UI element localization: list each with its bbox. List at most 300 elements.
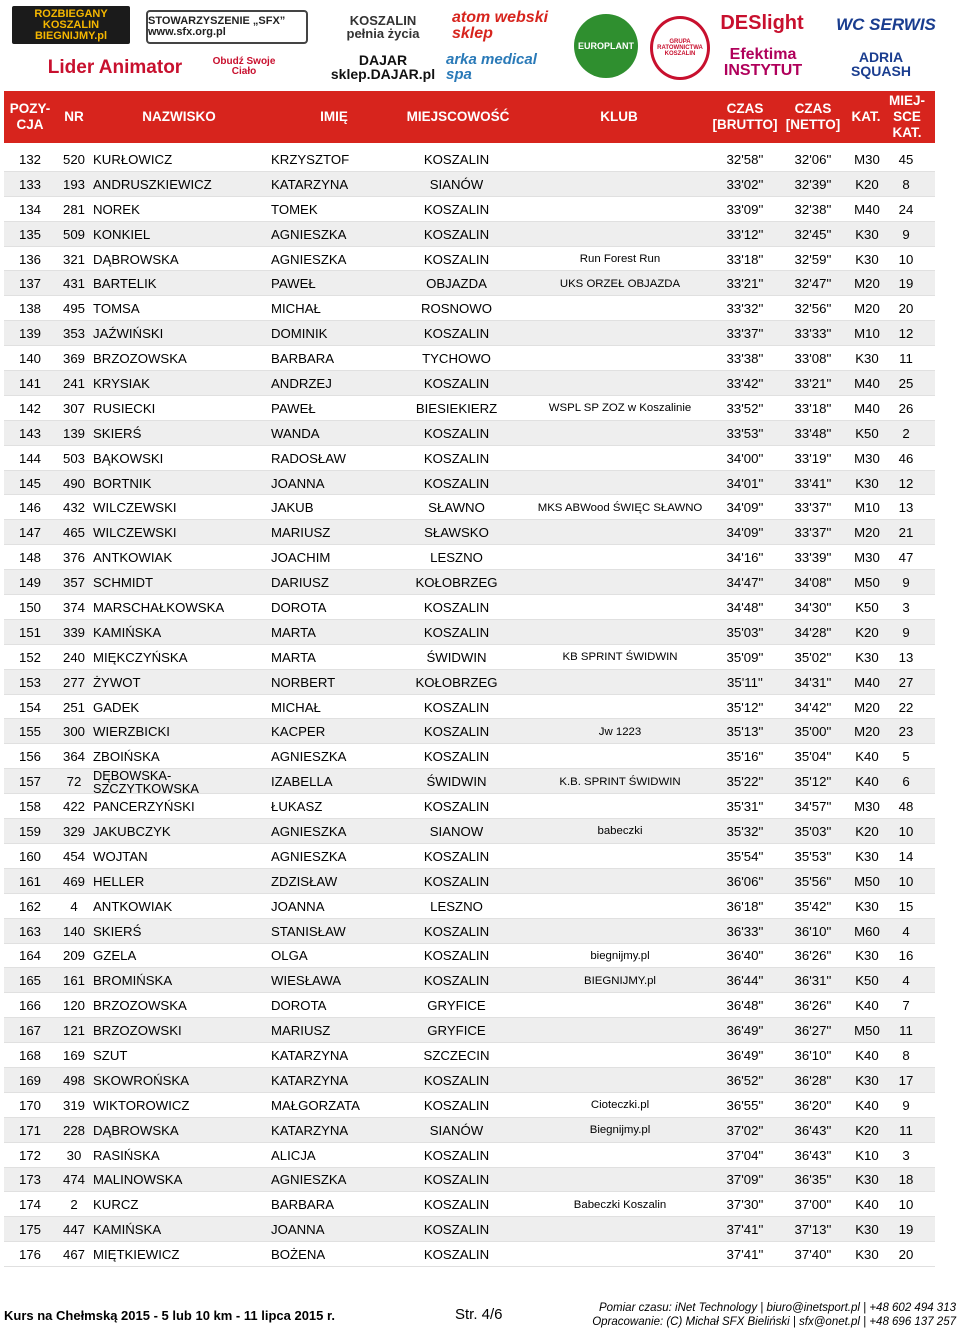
table-row: [4, 1168, 935, 1193]
cell-miejsce-kat: 16: [898, 948, 914, 964]
cell-imie: MARTA: [271, 624, 316, 640]
table-row: [4, 1118, 935, 1143]
cell-kategoria: K40: [855, 774, 879, 790]
cell-kategoria: M30: [854, 450, 880, 466]
cell-nr: 281: [62, 201, 85, 217]
cell-nazwisko: DĄBROWSKA: [93, 1122, 179, 1138]
cell-czas-brutto: 35'13'': [726, 724, 764, 740]
cell-miejscowosc: KOSZALIN: [423, 425, 490, 441]
cell-miejsce-kat: 11: [899, 1023, 913, 1039]
cell-nr: 469: [62, 873, 85, 889]
cell-imie: ZDZISŁAW: [271, 873, 338, 889]
cell-miejscowosc: KOSZALIN: [423, 624, 490, 640]
cell-czas-brutto: 36'49'': [726, 1023, 764, 1039]
cell-czas-brutto: 36'49'': [726, 1048, 764, 1063]
cell-klub: biegnijmy.pl: [590, 949, 650, 962]
cell-imie: WIESŁAWA: [271, 973, 342, 989]
cell-czas-netto: 35'53'': [794, 848, 832, 864]
cell-kategoria: K20: [855, 624, 879, 640]
cell-pozycja: 133: [18, 176, 41, 192]
cell-nr: 329: [62, 823, 85, 839]
cell-nr: 72: [66, 774, 82, 790]
cell-pozycja: 146: [18, 500, 41, 516]
cell-nazwisko: NOREK: [93, 201, 140, 217]
cell-pozycja: 135: [18, 226, 41, 242]
cell-czas-netto: 32'38'': [794, 201, 832, 217]
cell-pozycja: 141: [18, 375, 41, 391]
footer-timing-credit: Pomiar czasu: iNet Technology | biuro@inetsport.pl | +48 602 494 313: [598, 1302, 956, 1314]
cell-imie: JOANNA: [271, 898, 325, 914]
cell-klub: Biegnijmy.pl: [589, 1124, 651, 1137]
header-kategoria: KAT.: [851, 109, 881, 124]
sponsor-logo-deslight: DESlight: [720, 12, 804, 34]
table-header: [4, 91, 935, 143]
sponsor-logo-atom: atom webski sklep: [452, 10, 549, 42]
cell-czas-netto: 32'56'': [794, 301, 832, 317]
cell-czas-brutto: 34'16'': [726, 550, 764, 566]
table-row: [4, 769, 935, 794]
cell-nazwisko: SZUT: [93, 1048, 128, 1063]
cell-czas-netto: 37'40'': [794, 1247, 832, 1263]
cell-czas-netto: 34'57'': [794, 799, 832, 815]
cell-kategoria: K30: [855, 1222, 879, 1238]
cell-imie: PAWEŁ: [271, 400, 316, 416]
table-row: [4, 1093, 935, 1118]
table-row: [4, 147, 935, 172]
cell-klub: [532, 421, 708, 446]
cell-czas-netto: 34'28'': [794, 624, 832, 640]
cell-nazwisko: DĘBOWSKA-SZCZYTKOWSKA: [93, 767, 199, 796]
table-row: [4, 869, 935, 894]
cell-klub: [532, 520, 708, 545]
cell-miejscowosc: KOSZALIN: [423, 599, 490, 615]
footer-page-number: Str. 4/6: [455, 1306, 503, 1323]
table-row: [4, 844, 935, 869]
table-row: [4, 271, 935, 296]
cell-czas-netto: 36'43'': [794, 1122, 832, 1138]
cell-czas-brutto: 33'09'': [726, 201, 764, 217]
cell-imie: WANDA: [271, 425, 320, 441]
footer-author-credit: Opracowanie: (C) Michał SFX Bieliński | sfx@onet.pl | +48 696 137 257: [592, 1316, 956, 1328]
cell-klub: MKS ABWood ŚWIĘC SŁAWNO: [537, 501, 703, 514]
cell-pozycja: 143: [18, 425, 41, 441]
cell-pozycja: 158: [18, 799, 41, 815]
cell-imie: AGNIESZKA: [271, 1172, 347, 1188]
cell-imie: AGNIESZKA: [271, 251, 347, 267]
cell-miejscowosc: KOSZALIN: [423, 375, 490, 391]
table-row: [4, 495, 935, 520]
table-row: [4, 645, 935, 670]
cell-nazwisko: MALINOWSKA: [93, 1172, 183, 1188]
cell-miejscowosc: TYCHOWO: [422, 351, 491, 367]
sponsor-logo-europlant: EUROPLANT: [574, 14, 638, 78]
cell-czas-netto: 36'27'': [794, 1023, 832, 1039]
table-row: [4, 446, 935, 471]
cell-czas-brutto: 33'37'': [726, 326, 764, 342]
cell-nazwisko: BRZOZOWSKA: [93, 351, 187, 367]
cell-imie: KATARZYNA: [271, 176, 349, 192]
cell-nazwisko: ANTKOWIAK: [93, 550, 173, 566]
cell-nazwisko: WILCZEWSKI: [93, 525, 177, 541]
cell-nazwisko: KURCZ: [93, 1197, 139, 1213]
cell-nr: 193: [62, 176, 85, 192]
cell-czas-brutto: 35'16'': [726, 749, 764, 765]
cell-kategoria: K30: [855, 1072, 879, 1088]
cell-miejscowosc: SIANÓW: [429, 1122, 484, 1138]
cell-nr: 474: [62, 1172, 85, 1188]
cell-nazwisko: ŻYWOT: [93, 674, 141, 690]
cell-nazwisko: GADEK: [93, 699, 140, 715]
cell-miejsce-kat: 13: [898, 500, 914, 516]
cell-nr: 120: [62, 998, 85, 1014]
cell-pozycja: 153: [18, 674, 41, 690]
table-row: [4, 321, 935, 346]
cell-czas-brutto: 33'12'': [726, 226, 764, 242]
cell-kategoria: K30: [855, 226, 879, 242]
cell-nr: 369: [62, 351, 85, 367]
table-row: [4, 719, 935, 744]
cell-nazwisko: DĄBROWSKA: [93, 251, 179, 267]
cell-klub: [532, 172, 708, 197]
sponsor-logo-ratownictwo: GRUPA RATOWNICTWA KOSZALIN: [650, 16, 710, 80]
cell-czas-brutto: 33'42'': [726, 375, 764, 391]
cell-klub: Cioteczki.pl: [590, 1099, 650, 1112]
header-czas-brutto: CZAS [BRUTTO]: [712, 101, 778, 132]
table-row: [4, 744, 935, 769]
cell-miejsce-kat: 47: [898, 550, 914, 566]
cell-kategoria: M60: [854, 923, 880, 939]
cell-miejsce-kat: 3: [902, 599, 910, 615]
cell-kategoria: M10: [854, 500, 880, 516]
cell-czas-netto: 33'33'': [794, 326, 832, 342]
cell-pozycja: 165: [18, 973, 41, 989]
table-row: [4, 247, 935, 272]
cell-nr: 277: [62, 674, 85, 690]
cell-nazwisko: ANDRUSZKIEWICZ: [93, 176, 212, 192]
cell-nr: 422: [62, 799, 85, 815]
cell-kategoria: K30: [855, 1247, 879, 1263]
cell-pozycja: 163: [18, 923, 41, 939]
cell-miejsce-kat: 9: [902, 575, 910, 591]
cell-klub: [532, 1018, 708, 1043]
cell-nr: 339: [62, 624, 85, 640]
cell-pozycja: 174: [18, 1197, 41, 1213]
cell-nr: 4: [70, 898, 78, 914]
cell-nazwisko: BORTNIK: [93, 475, 152, 491]
cell-klub: [532, 346, 708, 371]
cell-pozycja: 175: [18, 1222, 41, 1238]
cell-pozycja: 134: [18, 201, 41, 217]
cell-nr: 140: [62, 923, 85, 939]
cell-pozycja: 139: [18, 326, 41, 342]
cell-nazwisko: SKOWROŃSKA: [93, 1072, 189, 1088]
cell-miejscowosc: KOSZALIN: [423, 799, 490, 815]
table-row: [4, 1143, 935, 1168]
cell-nr: 376: [62, 550, 85, 566]
header-miejscowosc: MIEJSCOWOŚĆ: [406, 109, 510, 124]
cell-pozycja: 169: [18, 1072, 41, 1088]
cell-miejscowosc: KOSZALIN: [423, 1197, 490, 1213]
cell-miejscowosc: SŁAWNO: [428, 500, 485, 516]
table-row: [4, 819, 935, 844]
cell-kategoria: K20: [855, 176, 879, 192]
cell-pozycja: 137: [18, 276, 41, 292]
cell-kategoria: M30: [854, 550, 880, 566]
cell-miejsce-kat: 18: [898, 1172, 914, 1188]
cell-klub: [532, 570, 708, 595]
cell-czas-brutto: 36'52'': [726, 1072, 764, 1088]
cell-nr: 240: [62, 649, 85, 665]
cell-miejscowosc: SZCZECIN: [423, 1048, 490, 1063]
cell-czas-brutto: 37'41'': [726, 1222, 764, 1238]
table-row: [4, 371, 935, 396]
table-row: [4, 944, 935, 969]
cell-pozycja: 152: [18, 649, 41, 665]
cell-czas-netto: 37'00'': [794, 1197, 832, 1213]
cell-miejsce-kat: 4: [902, 973, 910, 989]
cell-imie: DOMINIK: [271, 326, 328, 342]
cell-miejscowosc: ROSNOWO: [420, 301, 493, 317]
cell-nr: 2: [70, 1197, 78, 1213]
cell-miejsce-kat: 5: [902, 749, 910, 765]
cell-kategoria: K40: [855, 749, 879, 765]
cell-miejsce-kat: 19: [898, 1222, 914, 1238]
header-nr: NR: [64, 109, 84, 124]
cell-klub: [532, 869, 708, 894]
cell-klub: [532, 1068, 708, 1093]
cell-czas-brutto: 36'33'': [726, 923, 764, 939]
cell-nr: 319: [62, 1097, 85, 1113]
cell-nazwisko: SKIERŚ: [93, 425, 142, 441]
cell-czas-brutto: 37'09'': [726, 1172, 764, 1188]
cell-nr: 139: [62, 425, 85, 441]
cell-czas-netto: 33'41'': [794, 475, 832, 491]
cell-czas-netto: 33'37'': [794, 525, 832, 541]
table-row: [4, 968, 935, 993]
cell-czas-netto: 35'42'': [794, 898, 832, 914]
cell-kategoria: M40: [854, 674, 880, 690]
cell-kategoria: M50: [854, 575, 880, 591]
cell-nazwisko: ZBOIŃSKA: [93, 749, 160, 765]
cell-klub: [532, 296, 708, 321]
cell-klub: [532, 545, 708, 570]
table-row: [4, 1217, 935, 1242]
cell-miejscowosc: KOSZALIN: [423, 749, 490, 765]
cell-pozycja: 167: [18, 1023, 41, 1039]
cell-nazwisko: KONKIEL: [93, 226, 151, 242]
cell-pozycja: 161: [18, 873, 41, 889]
cell-nazwisko: BARTELIK: [93, 276, 157, 292]
cell-miejsce-kat: 9: [902, 624, 910, 640]
cell-miejsce-kat: 3: [902, 1147, 910, 1163]
cell-imie: MARIUSZ: [271, 1023, 331, 1039]
sponsor-logo-koszalin: KOSZALIN pełnia życia: [346, 13, 420, 41]
cell-klub: [532, 670, 708, 695]
cell-imie: BOŻENA: [271, 1247, 326, 1263]
cell-kategoria: M40: [854, 375, 880, 391]
cell-pozycja: 144: [18, 450, 41, 466]
cell-miejsce-kat: 21: [898, 525, 914, 541]
cell-imie: KATARZYNA: [271, 1122, 349, 1138]
cell-czas-netto: 34'08'': [794, 575, 832, 591]
cell-pozycja: 149: [18, 575, 41, 591]
cell-nr: 241: [62, 375, 85, 391]
cell-miejsce-kat: 12: [898, 475, 914, 491]
cell-klub: [532, 1217, 708, 1242]
cell-czas-netto: 36'43'': [794, 1147, 832, 1163]
cell-miejsce-kat: 11: [899, 351, 913, 367]
cell-miejscowosc: KOSZALIN: [423, 1097, 490, 1113]
table-row: [4, 421, 935, 446]
cell-pozycja: 159: [18, 823, 41, 839]
cell-czas-netto: 35'12'': [794, 774, 832, 790]
cell-czas-brutto: 33'21'': [726, 276, 764, 292]
cell-imie: JOANNA: [271, 1222, 325, 1238]
cell-czas-brutto: 33'52'': [726, 400, 764, 416]
cell-kategoria: K10: [855, 1147, 879, 1163]
cell-czas-netto: 34'42'': [794, 699, 832, 715]
cell-miejsce-kat: 6: [902, 774, 910, 790]
cell-imie: AGNIESZKA: [271, 226, 347, 242]
cell-klub: BIEGNIJMY.pl: [584, 974, 656, 987]
cell-nr: 300: [62, 724, 85, 740]
cell-czas-brutto: 37'04'': [726, 1147, 764, 1163]
cell-imie: AGNIESZKA: [271, 749, 347, 765]
cell-czas-brutto: 36'55'': [726, 1097, 764, 1113]
cell-czas-brutto: 34'48'': [726, 599, 764, 615]
cell-kategoria: K30: [855, 351, 879, 367]
cell-kategoria: M20: [854, 301, 880, 317]
cell-klub: [532, 1168, 708, 1193]
cell-pozycja: 155: [18, 724, 41, 740]
cell-miejsce-kat: 10: [898, 251, 914, 267]
cell-czas-netto: 35'03'': [794, 823, 832, 839]
cell-czas-brutto: 33'32'': [726, 301, 764, 317]
cell-czas-netto: 33'18'': [794, 400, 832, 416]
cell-klub: UKS ORZEŁ OBJAZDA: [559, 277, 681, 290]
cell-czas-netto: 33'08'': [794, 351, 832, 367]
cell-kategoria: K30: [855, 1172, 879, 1188]
cell-nazwisko: PANCERZYŃSKI: [93, 799, 195, 815]
cell-miejscowosc: ŚWIDWIN: [426, 774, 487, 790]
cell-kategoria: M50: [854, 873, 880, 889]
sponsor-logo-efektima: Efektima INSTYTUT: [723, 46, 803, 79]
cell-pozycja: 171: [18, 1122, 41, 1138]
cell-imie: KATARZYNA: [271, 1072, 349, 1088]
footer-credits: [592, 1301, 956, 1329]
cell-miejsce-kat: 8: [902, 176, 910, 192]
cell-czas-netto: 33'19'': [794, 450, 832, 466]
cell-nr: 228: [62, 1122, 85, 1138]
footer-event-title: Kurs na Chełmską 2015 - 5 lub 10 km - 11 lipca 2015 r.: [4, 1308, 335, 1323]
cell-pozycja: 142: [18, 400, 41, 416]
cell-miejsce-kat: 11: [899, 1122, 913, 1138]
cell-nazwisko: KRYSIAK: [93, 375, 150, 391]
cell-miejscowosc: KOSZALIN: [423, 226, 490, 242]
cell-miejscowosc: ŚWIDWIN: [426, 649, 487, 665]
header-nazwisko: NAZWISKO: [142, 109, 216, 124]
cell-miejscowosc: KOSZALIN: [423, 475, 490, 491]
cell-czas-netto: 33'37'': [794, 500, 832, 516]
cell-klub: [532, 222, 708, 247]
cell-nazwisko: MARSCHAŁKOWSKA: [93, 599, 225, 615]
cell-czas-netto: 32'45'': [794, 226, 832, 242]
table-row: [4, 993, 935, 1018]
cell-czas-netto: 35'56'': [794, 873, 832, 889]
cell-imie: OLGA: [271, 948, 308, 964]
cell-miejscowosc: LESZNO: [430, 898, 483, 914]
cell-klub: [532, 595, 708, 620]
cell-kategoria: K30: [855, 251, 879, 267]
table-row: [4, 222, 935, 247]
cell-imie: DOROTA: [271, 998, 327, 1014]
table-row: [4, 595, 935, 620]
cell-kategoria: K50: [855, 425, 879, 441]
cell-czas-brutto: 33'18'': [726, 251, 764, 267]
cell-pozycja: 132: [18, 151, 41, 167]
table-row: [4, 794, 935, 819]
table-row: [4, 172, 935, 197]
cell-imie: AGNIESZKA: [271, 823, 347, 839]
table-row: [4, 1043, 935, 1068]
cell-pozycja: 168: [18, 1048, 41, 1063]
cell-klub: K.B. SPRINT ŚWIDWIN: [559, 775, 681, 788]
table-row: [4, 197, 935, 222]
cell-kategoria: K50: [855, 599, 879, 615]
cell-miejscowosc: KOSZALIN: [423, 1072, 490, 1088]
cell-kategoria: K30: [855, 848, 879, 864]
cell-nr: 495: [62, 301, 85, 317]
cell-miejsce-kat: 7: [902, 998, 910, 1014]
cell-miejsce-kat: 10: [898, 873, 914, 889]
cell-czas-netto: 33'21'': [794, 375, 832, 391]
cell-czas-netto: 32'47'': [794, 276, 832, 292]
cell-miejsce-kat: 25: [898, 375, 914, 391]
cell-czas-netto: 35'04'': [794, 749, 832, 765]
table-row: [4, 545, 935, 570]
cell-pozycja: 172: [18, 1147, 41, 1163]
table-row: [4, 520, 935, 545]
cell-miejsce-kat: 14: [898, 848, 914, 864]
cell-imie: MAŁGORZATA: [271, 1097, 360, 1113]
cell-czas-brutto: 34'01'': [726, 475, 764, 491]
cell-miejsce-kat: 45: [898, 151, 914, 167]
cell-kategoria: K50: [855, 973, 879, 989]
cell-kategoria: M40: [854, 201, 880, 217]
cell-nazwisko: JAKUBCZYK: [93, 823, 171, 839]
cell-czas-brutto: 35'09'': [726, 649, 764, 665]
cell-pozycja: 166: [18, 998, 41, 1014]
table-row: [4, 620, 935, 645]
cell-pozycja: 138: [18, 301, 41, 317]
cell-czas-brutto: 35'32'': [726, 823, 764, 839]
header-miejsce-kat: MIEJ- SCE KAT.: [888, 93, 925, 140]
cell-miejsce-kat: 2: [902, 425, 910, 441]
cell-nr: 251: [62, 699, 85, 715]
cell-czas-brutto: 34'00'': [726, 450, 764, 466]
cell-czas-brutto: 37'02'': [726, 1122, 764, 1138]
cell-nr: 353: [62, 326, 85, 342]
cell-miejsce-kat: 20: [898, 301, 914, 317]
cell-nazwisko: KURŁOWICZ: [93, 151, 173, 167]
cell-kategoria: M30: [854, 151, 880, 167]
cell-imie: RADOSŁAW: [271, 450, 346, 466]
table-row: [4, 1068, 935, 1093]
cell-czas-brutto: 36'44'': [726, 973, 764, 989]
table-row: [4, 471, 935, 496]
cell-klub: Jw 1223: [598, 725, 642, 738]
cell-miejsce-kat: 23: [898, 724, 914, 740]
